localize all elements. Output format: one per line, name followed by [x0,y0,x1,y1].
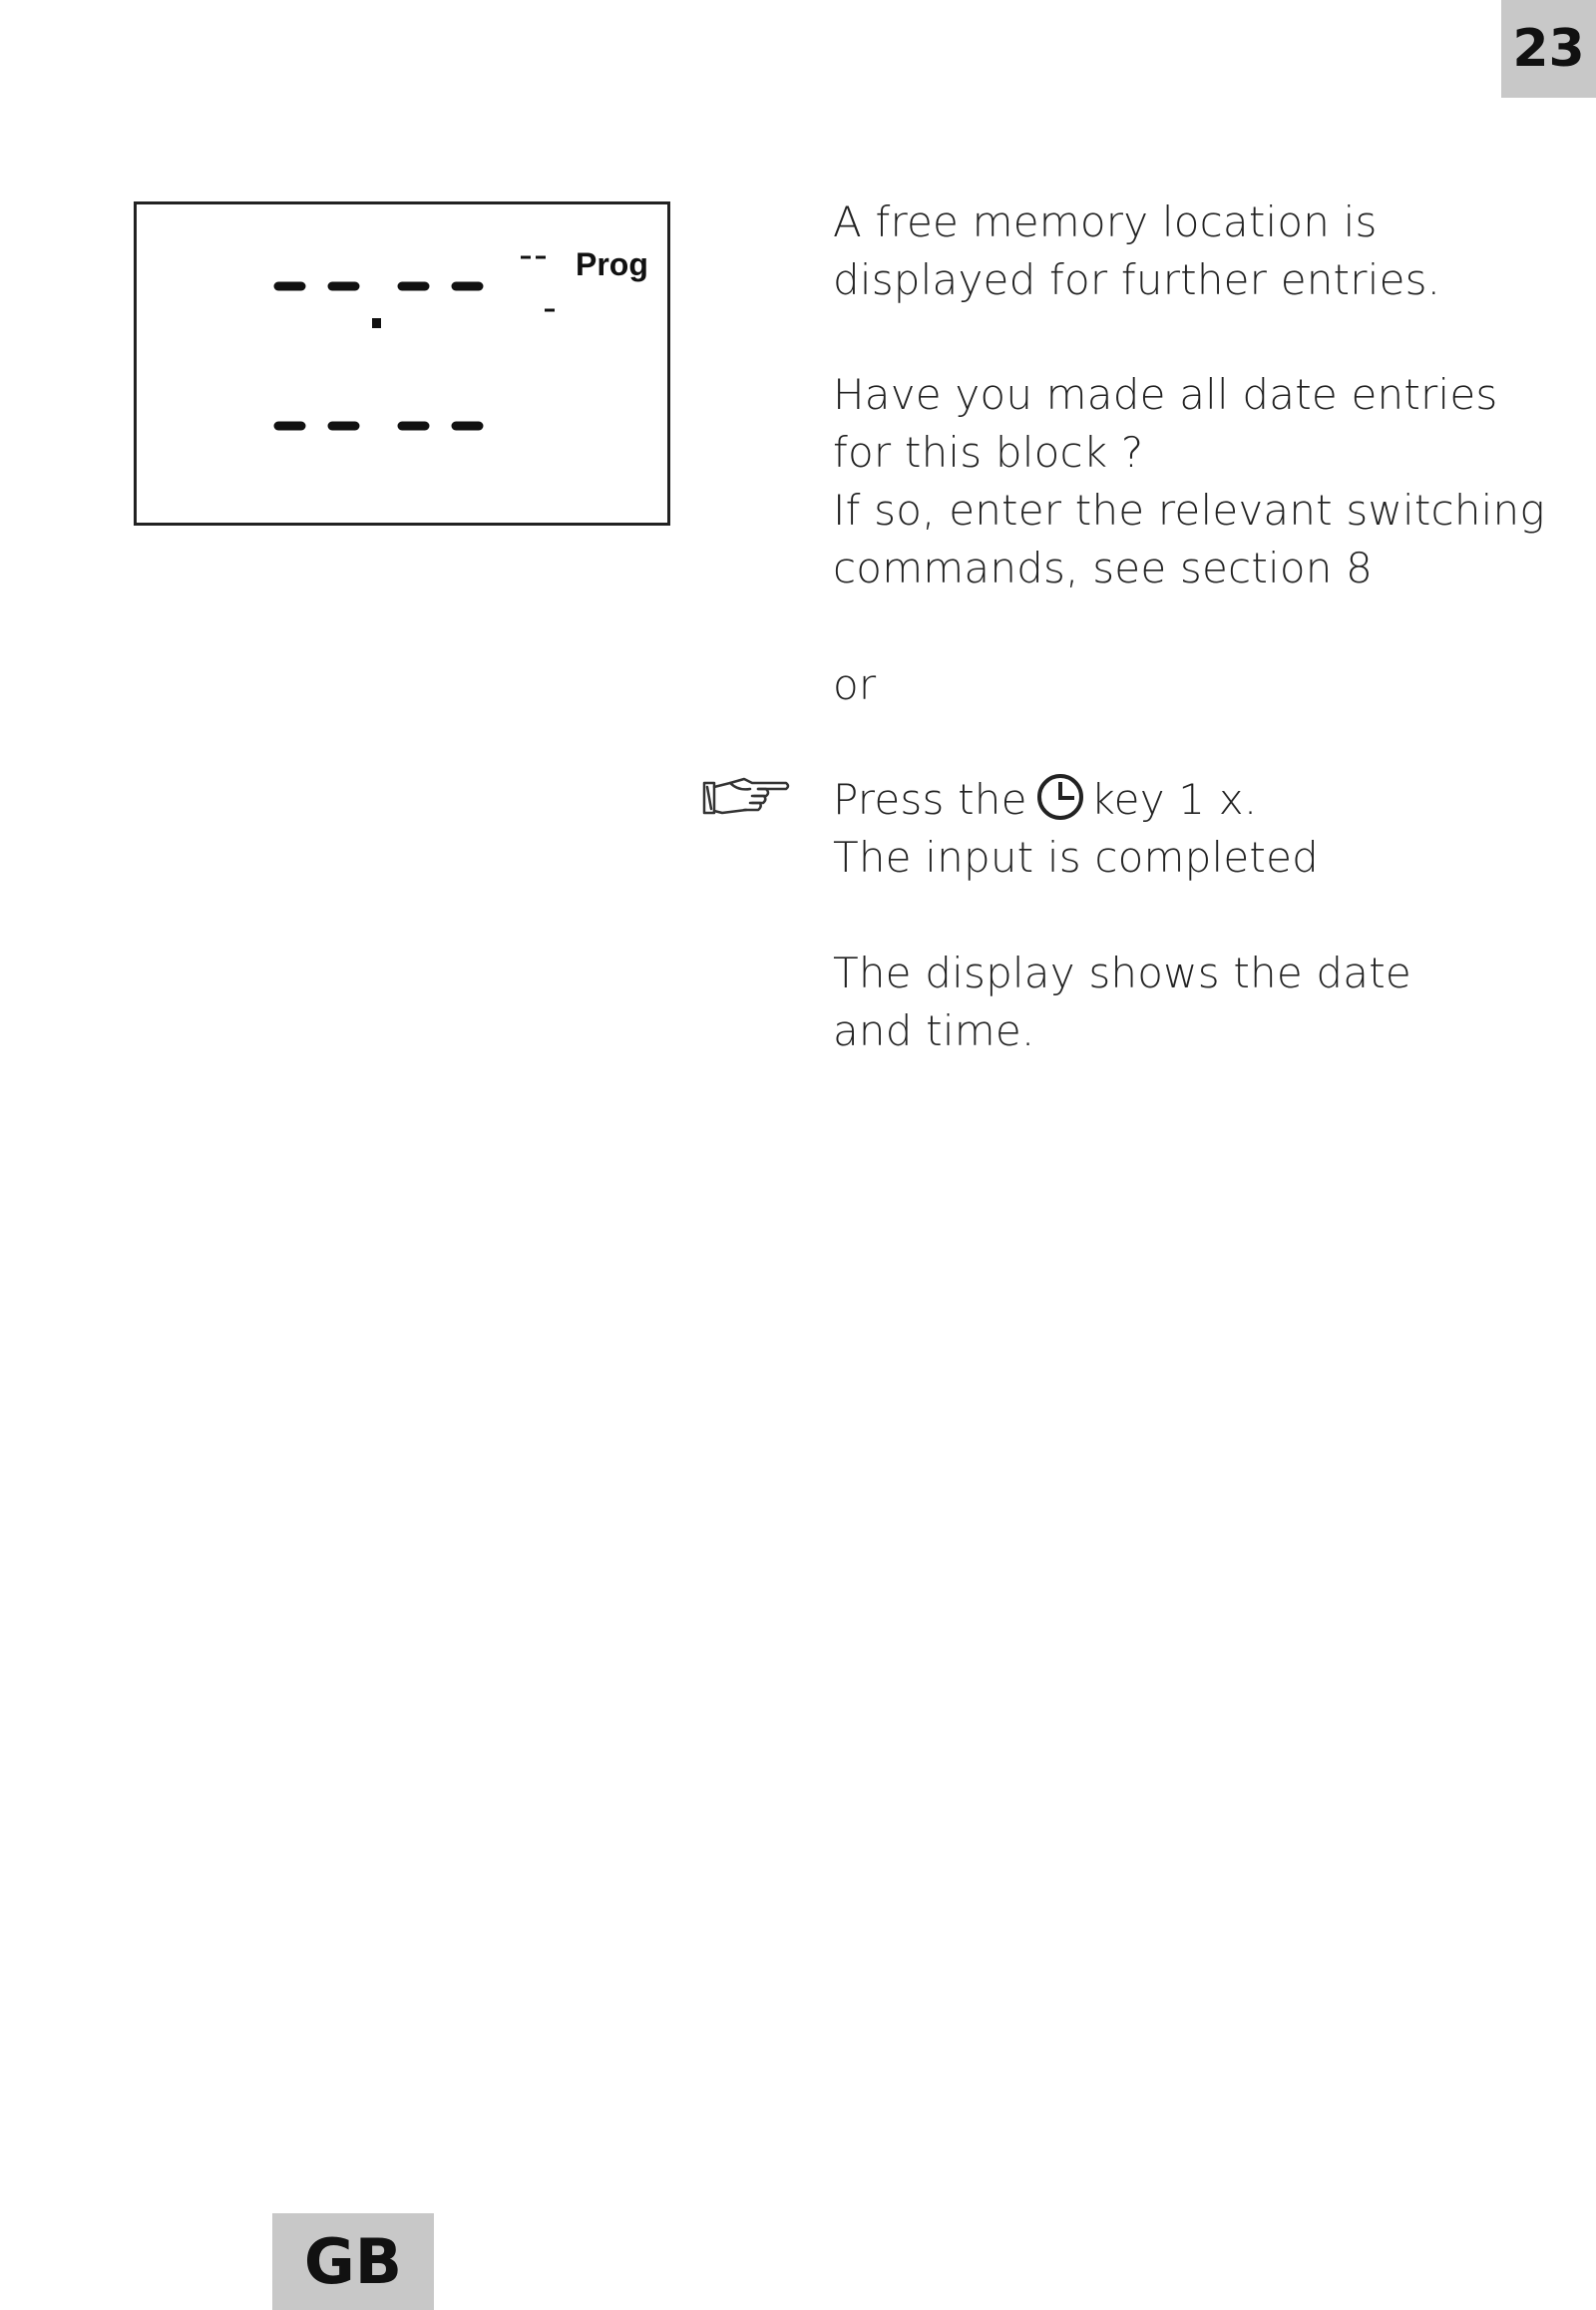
press-after-text: key 1 x. [1090,775,1258,824]
text-line: for this block ? [833,428,1144,477]
text-line: displayed for further entries. [833,255,1441,304]
press-key-paragraph [833,771,1531,887]
prog-label: Prog [576,246,648,282]
text-line: and time. [833,1006,1035,1055]
text-line: The display shows the date [833,949,1411,997]
text-line: The input is completed [833,833,1319,882]
text-line: A free memory location is [833,197,1378,246]
pointing-hand-icon [700,773,792,821]
free-memory-paragraph [833,193,1531,309]
or-text [833,656,1531,714]
text-line: or [833,660,877,709]
press-before-text: Press the [833,775,1027,824]
page-number: 23 [1501,0,1596,98]
language-tab: GB [272,2213,434,2310]
lcd-display-illustration [134,201,670,526]
text-line: If so, enter the relevant switching [833,486,1545,535]
text-line: Have you made all date entries [833,370,1498,419]
text-line: commands, see section 8 [833,544,1374,592]
date-entries-paragraph [833,366,1545,597]
press-line [833,771,1531,829]
display-shows-paragraph [833,945,1531,1060]
clock-icon [1035,772,1085,822]
